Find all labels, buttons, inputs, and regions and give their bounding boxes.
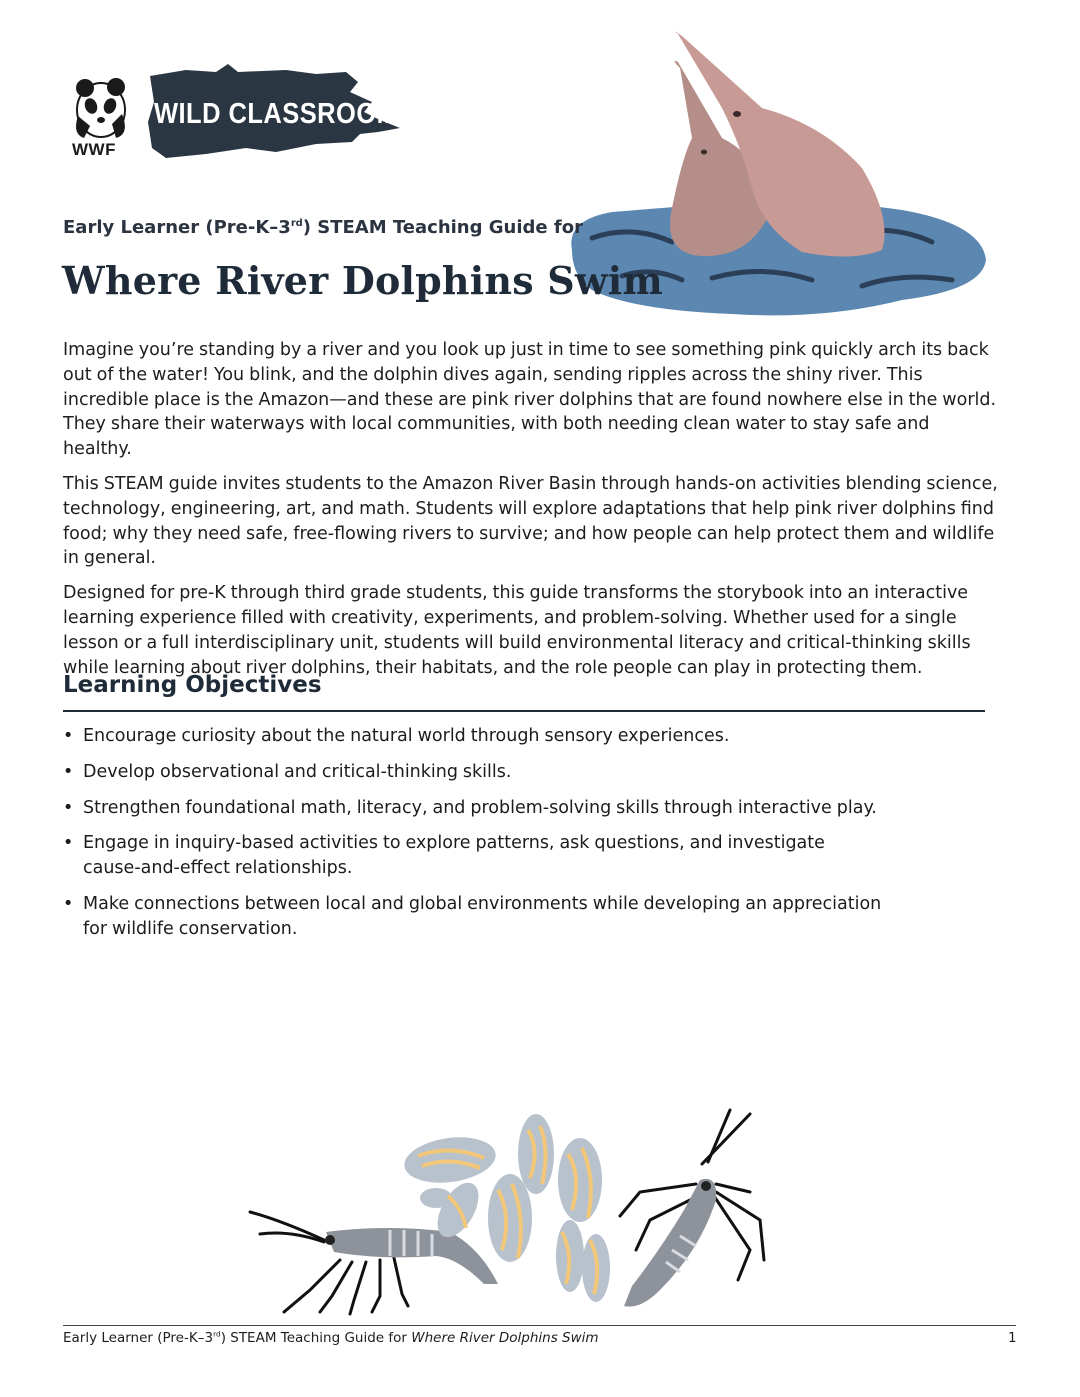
wild-classroom-label: WILD CLASSROOM xyxy=(154,98,399,130)
footer-divider xyxy=(63,1325,1016,1326)
section-heading: Learning Objectives xyxy=(63,672,322,698)
intro-paragraph: Designed for pre-K through third grade students, this guide transforms the storybook into an interactive learning experience filled with creativity, experiments, and problem-solving. Whether used for a single lesson or a full interdisciplinary unit, students will build environmental literacy and critical-thinking skills while learning about river dolphins, their habitats, and the role people can play in protecting them. xyxy=(63,583,971,678)
page-footer: Early Learner (Pre-K–3rd) STEAM Teaching Guide for Where River Dolphins Swim xyxy=(63,1329,599,1346)
list-item: • Encourage curiosity about the natural world through sensory experiences. xyxy=(63,724,883,749)
list-item: • Make connections between local and global environments while developing an appreciation for wildlife conservation. xyxy=(63,893,882,939)
wwf-wordmark: WWF xyxy=(72,140,116,159)
bullet-icon: • xyxy=(63,726,74,746)
list-item: • Strengthen foundational math, literacy, and problem-solving skills through interactive play. xyxy=(63,796,883,821)
guide-subtitle: Early Learner (Pre-K–3rd) STEAM Teaching Guide for xyxy=(63,217,583,238)
bullet-icon: • xyxy=(63,797,74,818)
page-title: Where River Dolphins Swim xyxy=(62,258,663,303)
intro-paragraph: Imagine you’re standing by a river and you look up just in time to see something pink quickly arch its back out of the water! You blink, and the dolphin dives again, sending ripples across the shiny river. This incredible place is the Amazon—and these are pink river dolphins that are found nowhere else in the world. They share their waterways with local communities, with both needing clean water to stay safe and healthy. xyxy=(63,340,997,460)
bullet-icon: • xyxy=(63,893,74,914)
section-divider xyxy=(63,710,985,712)
objectives-list xyxy=(63,724,883,953)
list-item: • Develop observational and critical-thinking skills. xyxy=(63,760,883,785)
page-number: 1 xyxy=(1008,1330,1017,1346)
bullet-icon: • xyxy=(63,833,74,854)
intro-section xyxy=(63,338,998,690)
shrimp-and-mussels-illustration xyxy=(240,1100,780,1322)
intro-paragraph: This STEAM guide invites students to the Amazon River Basin through hands-on activities blending science, technology, engineering, art, and math. Students will explore adaptations that help pink river dolphins find food; why they need safe, free-flowing rivers to survive; and how people can help protect them and wildlife in general. xyxy=(63,473,998,569)
list-item: • Engage in inquiry-based activities to explore patterns, ask questions, and investigate cause-and-effect relationships. xyxy=(63,833,825,879)
bullet-icon: • xyxy=(63,761,74,782)
